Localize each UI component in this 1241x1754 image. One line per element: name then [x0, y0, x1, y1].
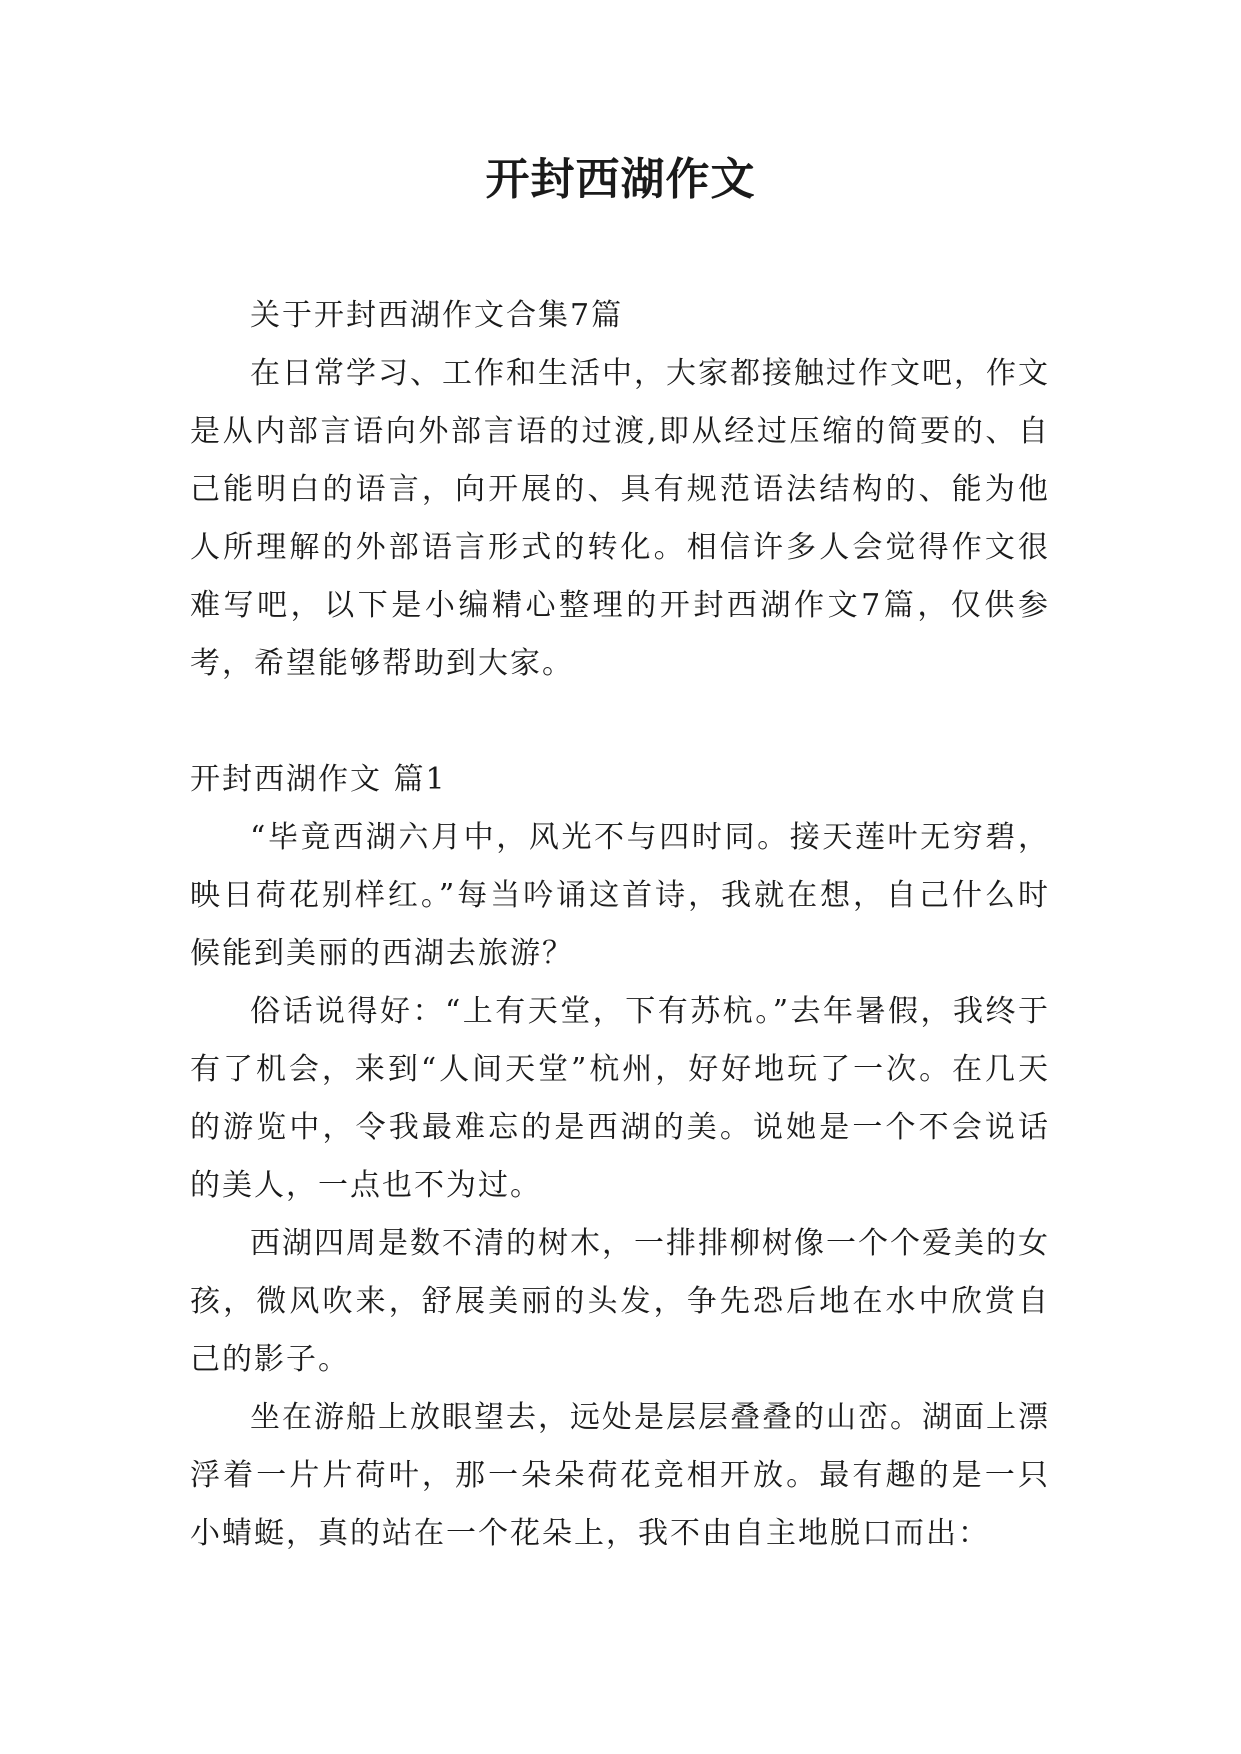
body-paragraph-2: 俗话说得好：“上有天堂，下有苏杭。”去年暑假，我终于有了机会，来到“人间天堂”杭州，好好地玩了一次。在几天的游览中，令我最难忘的是西湖的美。说她是一个不会说话的美人，一点也不为过。 [190, 994, 1050, 1203]
body-paragraph-3: 西湖四周是数不清的树木，一排排柳树像一个个爱美的女孩，微风吹来，舒展美丽的头发，争先恐后地在水中欣赏自己的影子。 [190, 1226, 1050, 1377]
section-heading: 开封西湖作文 篇1 [190, 762, 447, 797]
body-paragraph-1: “毕竟西湖六月中，风光不与四时同。接天莲叶无穷碧，映日荷花别样红。”每当吟诵这首诗，我就在想，自己什么时候能到美丽的西湖去旅游？ [190, 820, 1050, 971]
document-body [190, 287, 1050, 1563]
document-subtitle: 关于开封西湖作文合集7篇 [250, 298, 624, 333]
intro-paragraph: 在日常学习、工作和生活中，大家都接触过作文吧，作文是从内部言语向外部言语的过渡,即从经过压缩的简要的、自己能明白的语言，向开展的、具有规范语法结构的、能为他人所理解的外部语言形式的转化。相信许多人会觉得作文很难写吧，以下是小编精心整理的开封西湖作文7篇，仅供参考，希望能够帮助到大家。 [190, 356, 1050, 681]
document-title: 开封西湖作文 [485, 154, 756, 205]
body-paragraph-4: 坐在游船上放眼望去，远处是层层叠叠的山峦。湖面上漂浮着一片片荷叶，那一朵朵荷花竞相开放。最有趣的是一只小蜻蜓，真的站在一个花朵上，我不由自主地脱口而出： [190, 1400, 1050, 1551]
paragraph-spacer [190, 693, 1050, 751]
